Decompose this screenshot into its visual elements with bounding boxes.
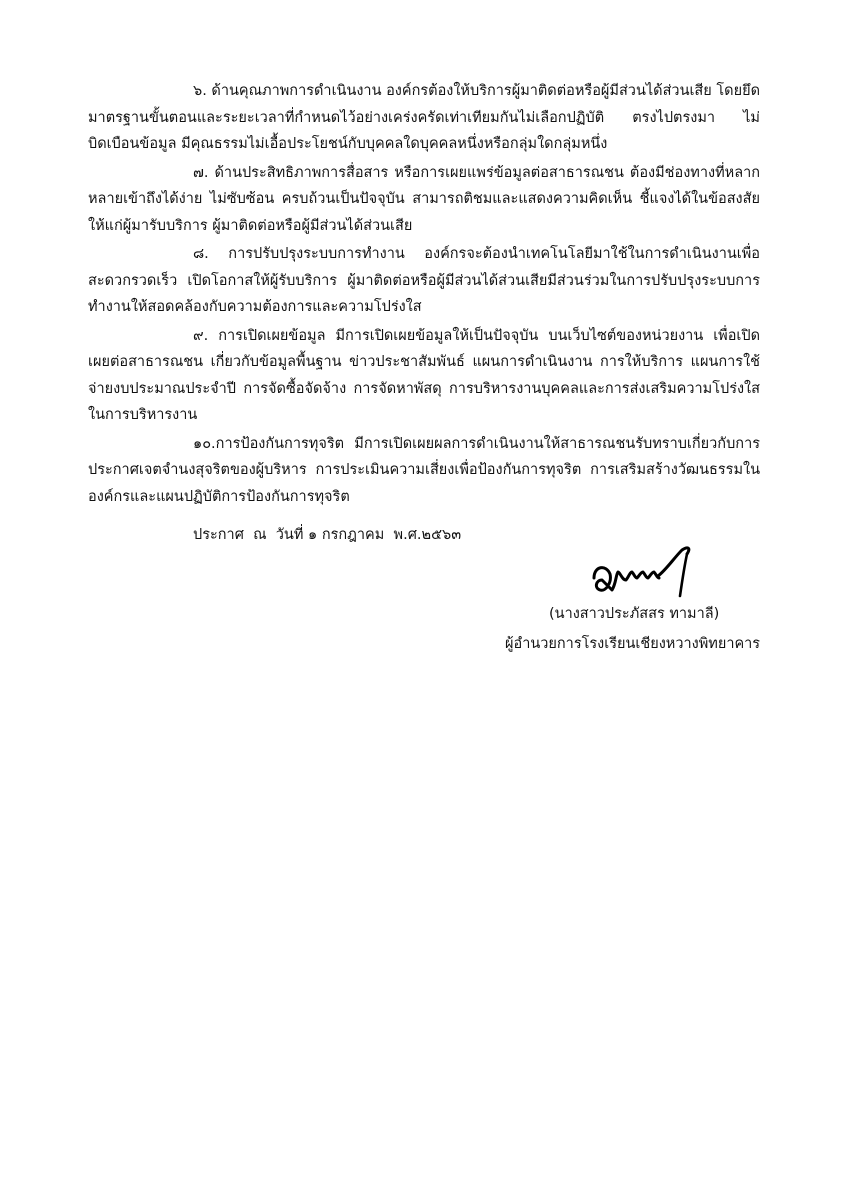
paragraph-improvement: ๘. การปรับปรุงระบบการทำงาน องค์กรจะต้องนำเทคโนโลยีมาใช้ในการดำเนินงานเพื่อสะดวกรวดเร็ว เปิดโอกาสให้ผู้รับบริการ ผู้มาติดต่อหรือผู้มีส่วนได้ส่วนเสียมีส่วนร่วมในการปรับปรุงระบบการทำงานให้สอดคล้องกับความต้องการและความโปร่งใส <box>88 246 760 315</box>
paragraph-communication: ๗. ด้านประสิทธิภาพการสื่อสาร หรือการเผยแพร่ข้อมูลต่อสาธารณชน ต้องมีช่องทางที่หลากหลายเข้าถึงได้ง่าย ไม่ซับซ้อน ครบถ้วนเป็นปัจจุบัน สามารถติชมและแสดงความคิดเห็น ชี้แจงได้ในข้อสงสัยให้แก่ผู้มารับบริการ ผู้มาติดต่อหรือผู้มีส่วนได้ส่วนเสีย <box>88 164 760 234</box>
document-body <box>88 78 760 549</box>
paragraph-anti-corruption: ๑๐.การป้องกันการทุจริต มีการเปิดเผยผลการดำเนินงานให้สาธารณชนรับทราบเกี่ยวกับการประกาศเจตจำนงสุจริตของผู้บริหาร การประเมินความเสี่ยงเพื่อป้องกันการทุจริต การเสริมสร้างวัฒนธรรมในองค์กรและแผนปฏิบัติการป้องกันการทุจริต <box>88 435 760 505</box>
signer-name: (นางสาวประภัสสร ทามาลี) <box>549 606 720 622</box>
paragraph-quality: ๖. ด้านคุณภาพการดำเนินงาน องค์กรต้องให้บริการผู้มาติดต่อหรือผู้มีส่วนได้ส่วนเสีย โดยยึดมาตรฐานขั้นตอนและระยะเวลาที่กำหนดไว้อย่างเคร่งครัดเท่าเทียมกันไม่เลือกปฏิบัติ ตรงไปตรงมา ไม่บิดเบือนข้อมูล มีคุณธรรมไม่เอื้อประโยชน์กับบุคคลใดบุคคลหนึ่งหรือกลุ่มใดกลุ่มหนึ่ง <box>88 83 761 152</box>
announcement-date: ประกาศ ณ วันที่ ๑ กรกฎาคม พ.ศ.๒๕๖๓ <box>193 527 462 543</box>
paragraph-disclosure: ๙. การเปิดเผยข้อมูล มีการเปิดเผยข้อมูลให้เป็นปัจจุบัน บนเว็บไซต์ของหน่วยงาน เพื่อเปิดเผยต่อสาธารณชน เกี่ยวกับข้อมูลพื้นฐาน ข่าวประชาสัมพันธ์ แผนการดำเนินงาน การให้บริการ แผนการใช้จ่ายงบประมาณประจำปี การจัดซื้อจัดจ้าง การจัดหาพัสดุ การบริหารงานบุคคลและการส่งเสริมความโปร่งใสในการบริหารงาน <box>88 327 760 423</box>
handwritten-signature <box>588 540 698 608</box>
signer-title: ผู้อำนวยการโรงเรียนเชียงหวางพิทยาคาร <box>505 636 761 652</box>
